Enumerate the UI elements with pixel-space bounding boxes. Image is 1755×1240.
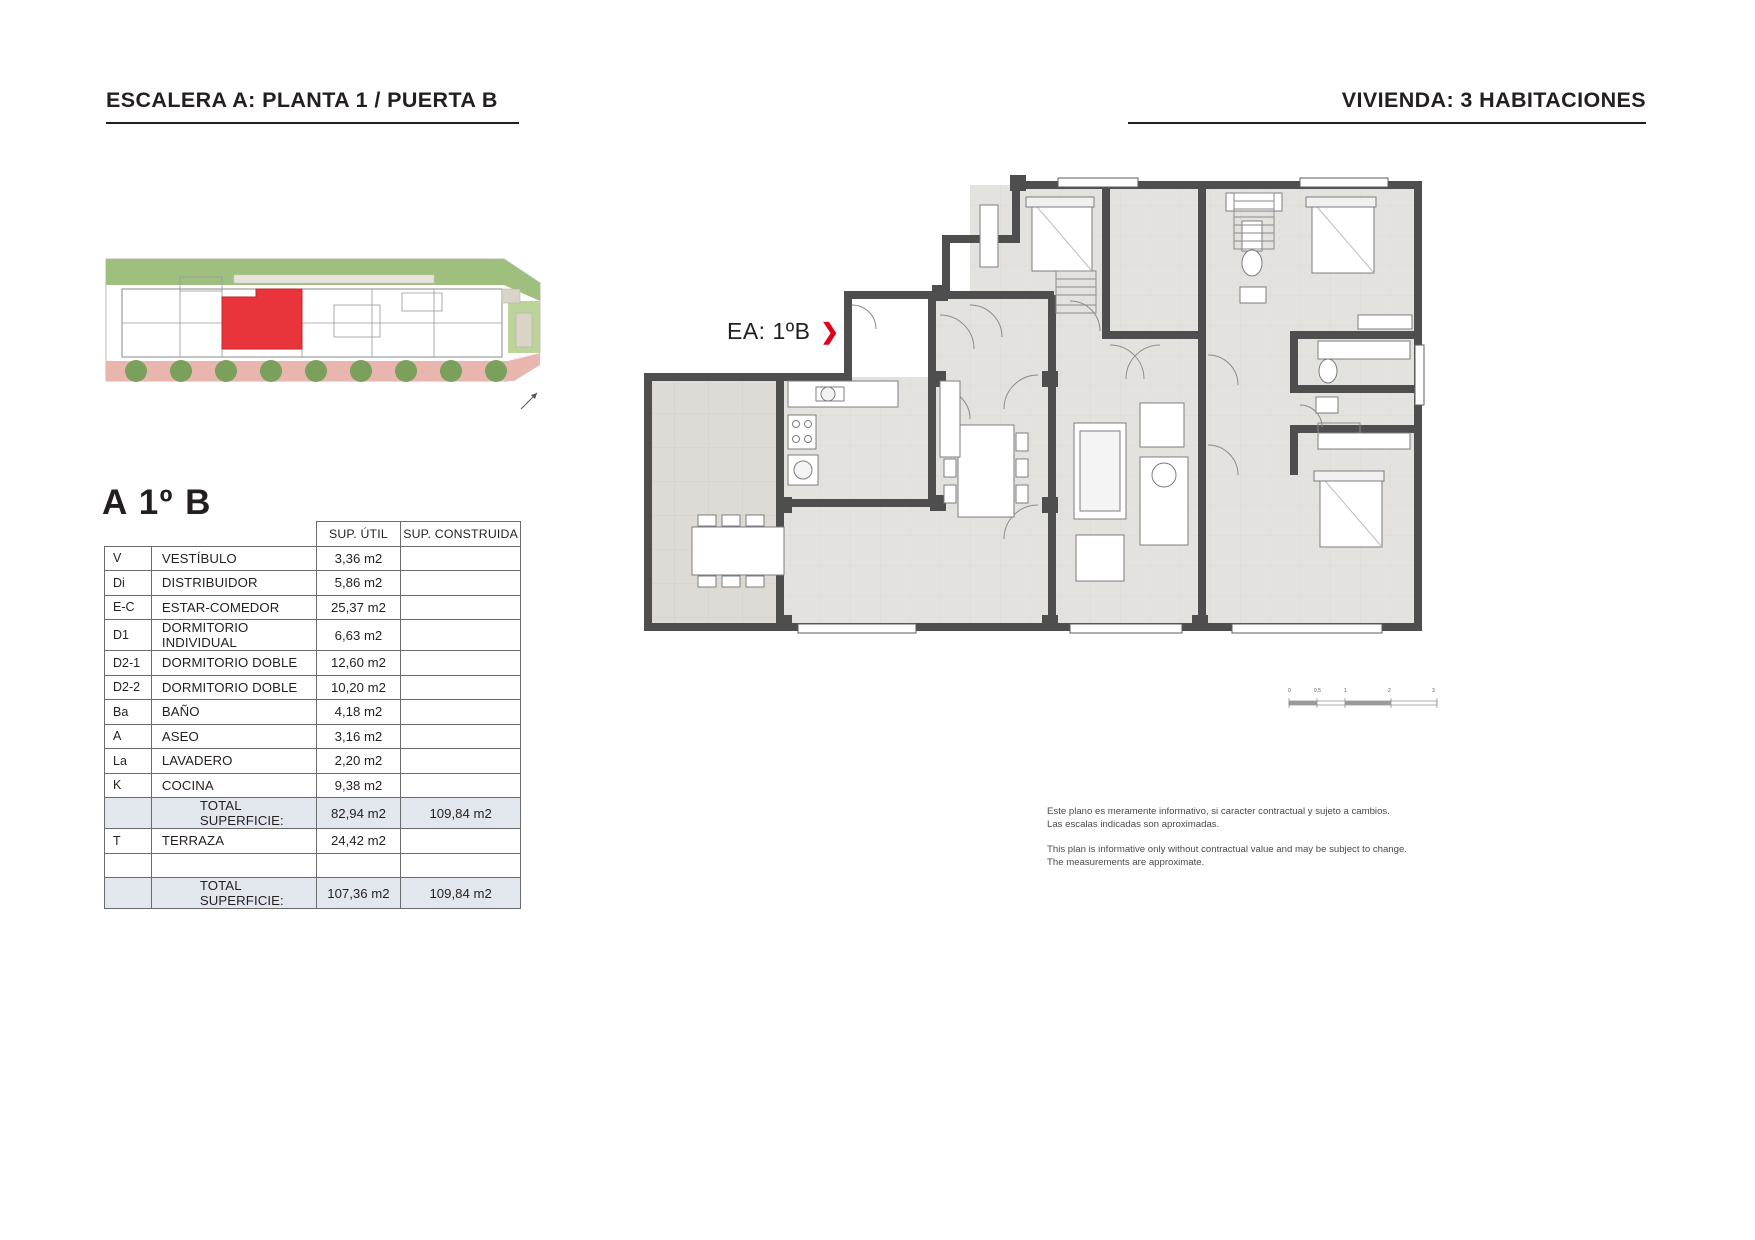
scale-tick: 3 [1432,688,1435,694]
cell-name: TERRAZA [151,829,316,854]
header-rule-right [1128,122,1646,124]
site-key-plan [104,253,542,388]
table-row [105,675,521,700]
cell-util: 24,42 m2 [316,829,401,854]
th-blank-name [151,522,316,547]
cell-constr [401,675,521,700]
table-row [105,749,521,774]
table-row [105,595,521,620]
cell-util: 4,18 m2 [316,700,401,725]
spacer-name [151,853,316,878]
cell-name: ESTAR-COMEDOR [151,595,316,620]
page-header [106,88,1646,113]
scale-tick: 0,5 [1314,688,1321,694]
scale-bar-ticks [1288,688,1438,697]
cell-name: ASEO [151,724,316,749]
cell-code: D2-1 [105,651,152,676]
table-row [105,651,521,676]
cell-constr [401,651,521,676]
header-rule-left [106,122,519,124]
site-key-plan-graphic [104,253,542,388]
table-row [105,546,521,571]
cell-constr [401,620,521,651]
cell-code: Di [105,571,152,596]
cell-name: DISTRIBUIDOR [151,571,316,596]
cell-util: 3,16 m2 [316,724,401,749]
th-sup-construida: SUP. CONSTRUIDA [401,522,521,547]
table-row [105,724,521,749]
cell-code: T [105,829,152,854]
cell-name: DORMITORIO DOBLE [151,675,316,700]
cell-constr [401,546,521,571]
table-row [105,620,521,651]
north-arrow-icon [518,390,540,412]
cell-util: 2,20 m2 [316,749,401,774]
th-sup-util: SUP. ÚTIL [316,522,401,547]
cell-util: 3,36 m2 [316,546,401,571]
cell-code: E-C [105,595,152,620]
table-row [105,773,521,798]
floor-plan [640,175,1450,635]
cell-constr [401,749,521,774]
cell-constr [401,700,521,725]
cell-name: BAÑO [151,700,316,725]
cell-code: D2-2 [105,675,152,700]
cell-constr: 109,84 m2 [401,798,521,829]
disclaimer-block [1047,806,1467,870]
table-row [105,700,521,725]
area-schedule-table [104,521,521,909]
cell-util: 10,20 m2 [316,675,401,700]
scale-bar-graphic [1288,697,1438,709]
table-header-row [105,522,521,547]
cell-constr [401,595,521,620]
spacer-util [316,853,401,878]
cell-code: Ba [105,700,152,725]
table-row-terrace [105,829,521,854]
cell-constr [401,571,521,596]
cell-code: La [105,749,152,774]
cell-code [105,798,152,829]
cell-constr [401,724,521,749]
disclaimer-en-line-1: This plan is informative only without contractual value and may be subject to change. [1047,844,1407,856]
plan-entrance-text: EA: 1ºB [727,318,811,344]
scale-tick: 1 [1344,688,1347,694]
plan-entrance-label [727,318,839,345]
header-right-title: VIVIENDA: 3 HABITACIONES [1341,88,1646,112]
cell-name: COCINA [151,773,316,798]
cell-util: 12,60 m2 [316,651,401,676]
cell-code: A [105,724,152,749]
th-blank-code [105,522,152,547]
cell-constr: 109,84 m2 [401,878,521,909]
scale-bar [1288,688,1438,710]
cell-util: 107,36 m2 [316,878,401,909]
cell-constr [401,773,521,798]
cell-util: 9,38 m2 [316,773,401,798]
disclaimer-spacer [1047,831,1467,844]
cell-code [105,878,152,909]
floor-plan-graphic [640,175,1450,635]
cell-util: 25,37 m2 [316,595,401,620]
cell-code: V [105,546,152,571]
scale-tick: 0 [1288,688,1291,694]
header-left-title: ESCALERA A: PLANTA 1 / PUERTA B [106,88,498,112]
cell-name: DORMITORIO INDIVIDUAL [151,620,316,651]
cell-code: D1 [105,620,152,651]
disclaimer-es-line-2: Las escalas indicadas son aproximadas. [1047,818,1220,830]
cell-name: LAVADERO [151,749,316,774]
scale-tick: 2 [1388,688,1391,694]
table-row-subtotal [105,798,521,829]
spacer-constr [401,853,521,878]
disclaimer-es-line-1: Este plano es meramente informativo, si caracter contractual y sujeto a cambios. [1047,806,1390,817]
cell-util: 6,63 m2 [316,620,401,651]
table-row-total [105,878,521,909]
cell-code: K [105,773,152,798]
table-row-spacer [105,853,521,878]
arrow-right-icon: ❯ [820,318,840,344]
cell-name: TOTAL SUPERFICIE: [151,798,316,829]
cell-name: VESTÍBULO [151,546,316,571]
cell-util: 5,86 m2 [316,571,401,596]
spacer-code [105,853,152,878]
page-title: A 1º B [102,483,212,522]
disclaimer-en-line-2: The measurements are approximate. [1047,856,1205,868]
cell-name: DORMITORIO DOBLE [151,651,316,676]
table-row [105,571,521,596]
cell-constr [401,829,521,854]
cell-util: 82,94 m2 [316,798,401,829]
cell-name: TOTAL SUPERFICIE: [151,878,316,909]
